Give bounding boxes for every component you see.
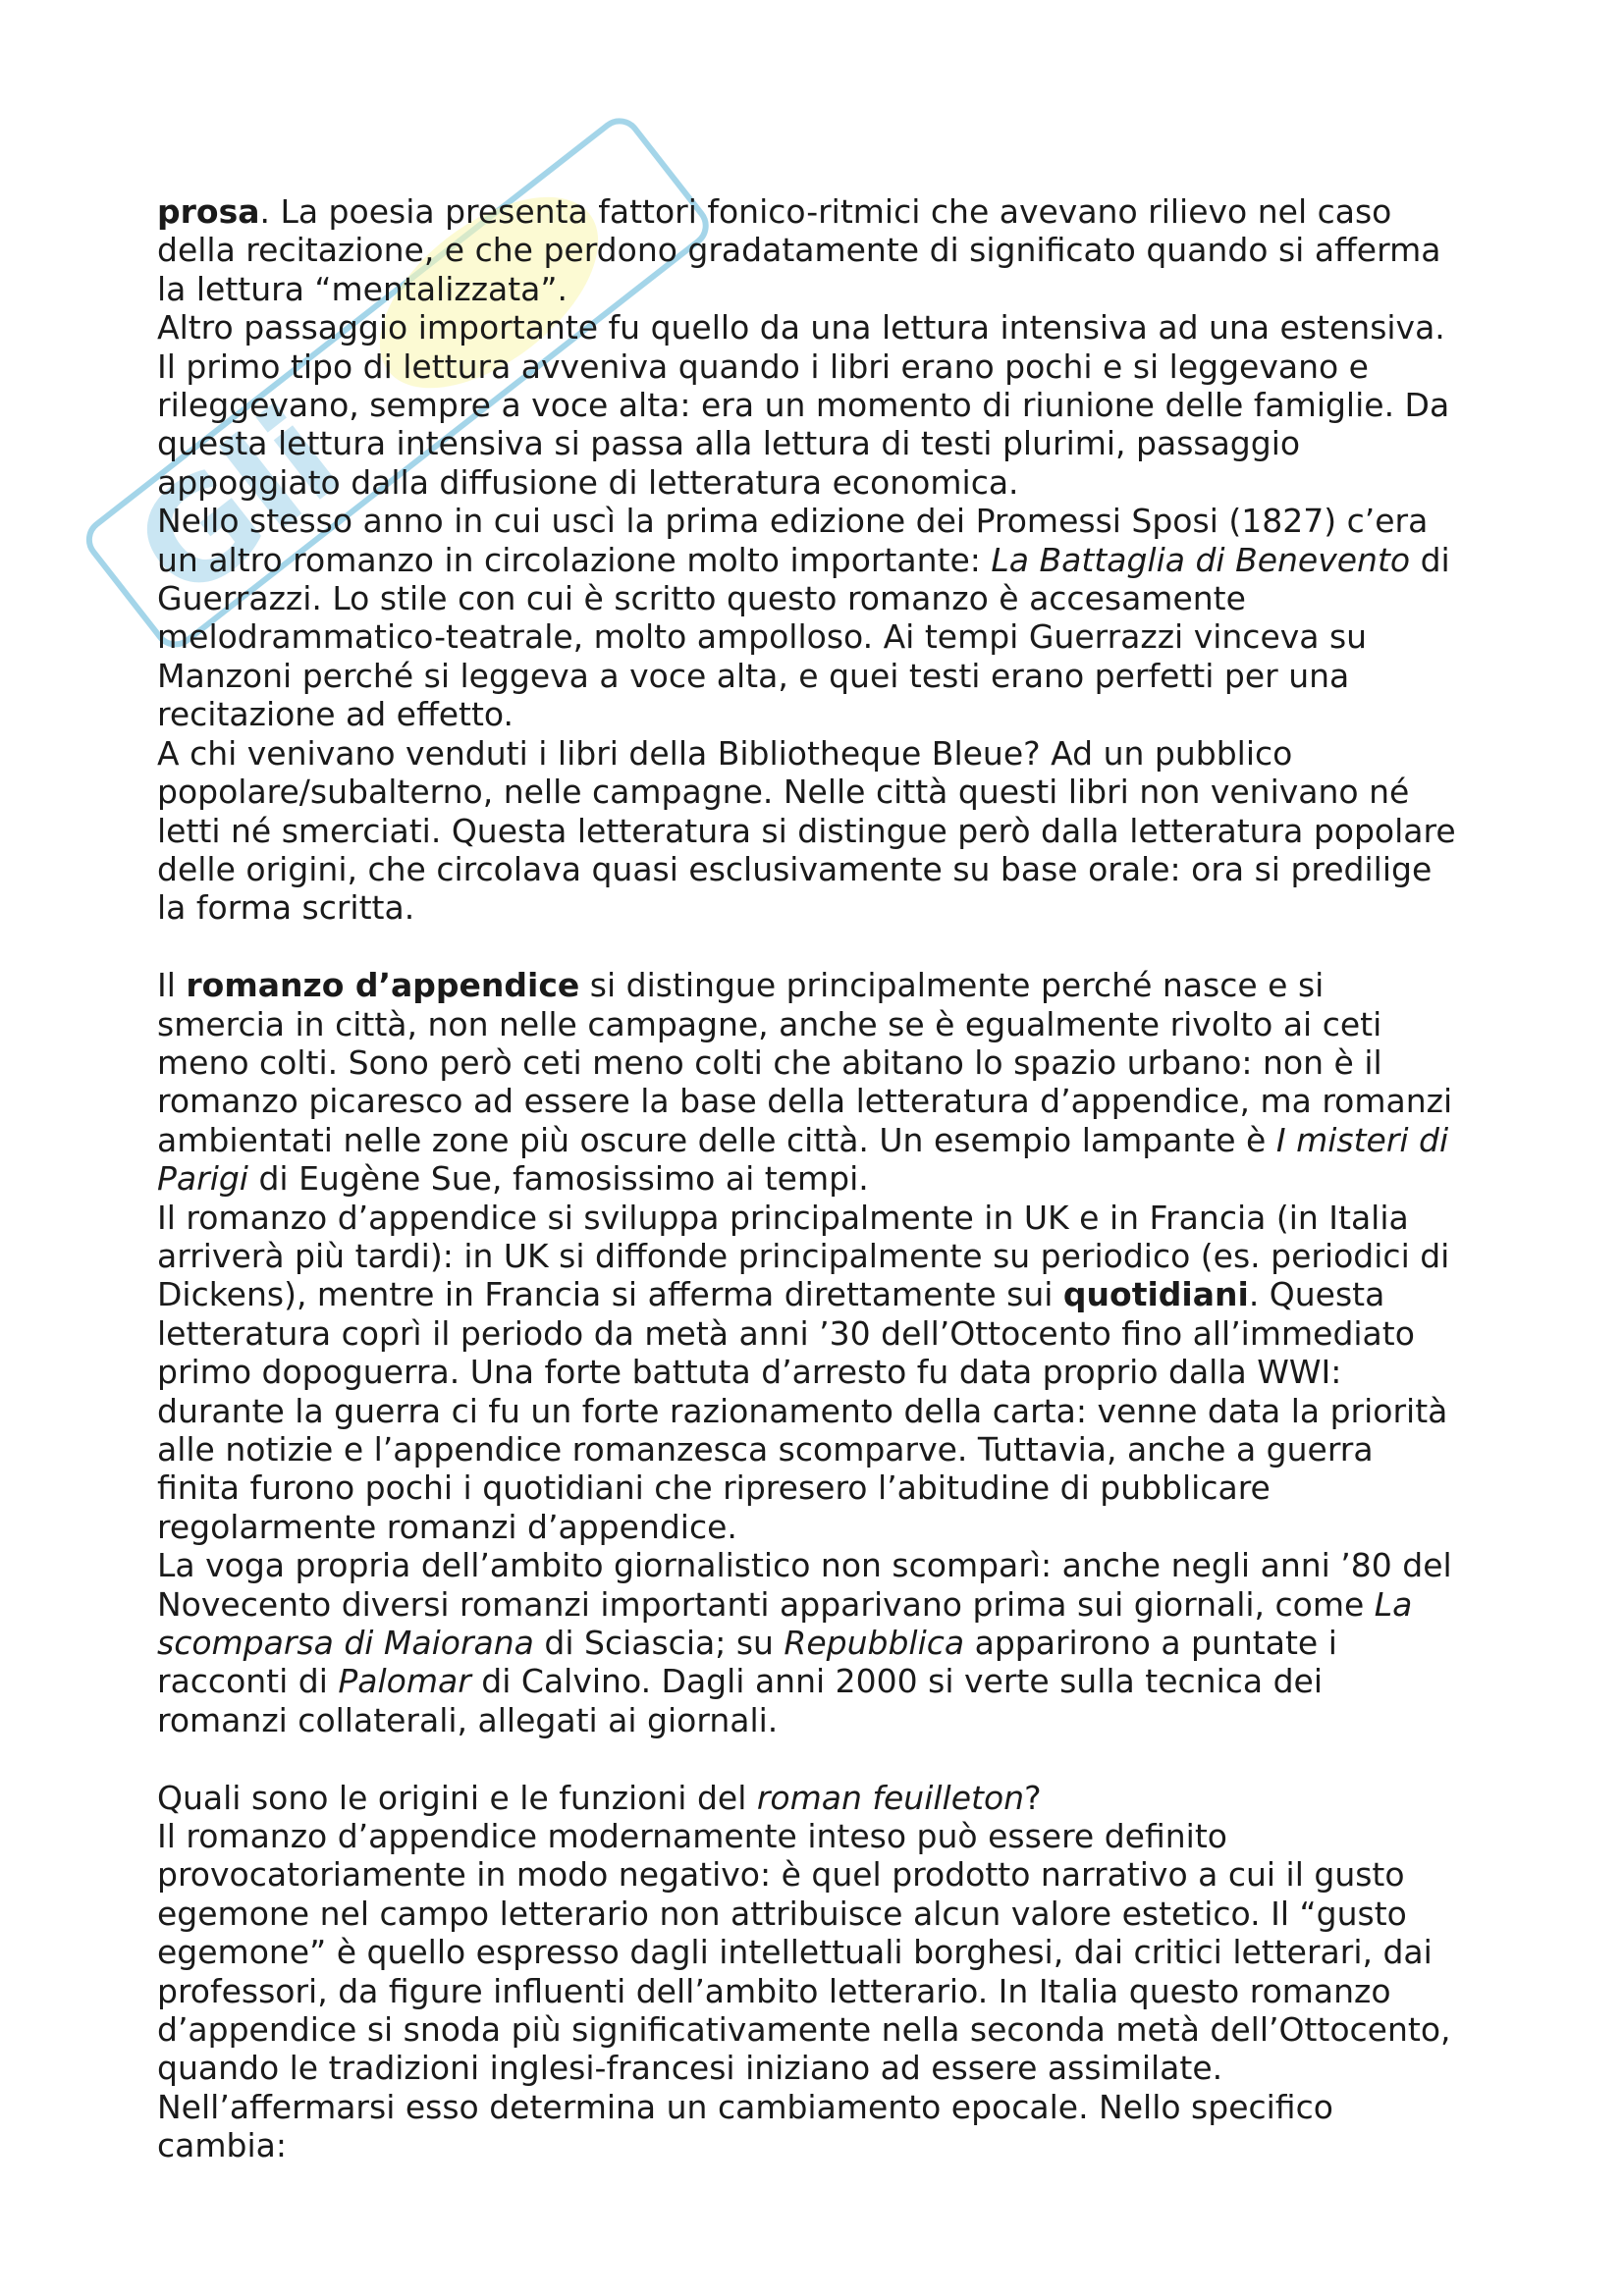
paragraph-line: arriverà più tardi): in UK si diffonde principalmente su periodico (es. periodici di xyxy=(157,1236,1450,1275)
paragraph-line: professori, da figure influenti dell’ambito letterario. In Italia questo romanzo xyxy=(157,1971,1391,2010)
paragraph-line: Nell’affermarsi esso determina un cambiamento epocale. Nello specifico xyxy=(157,2087,1333,2126)
paragraph xyxy=(157,192,1512,231)
paragraph-line: Nello stesso anno in cui uscì la prima edizione dei Promessi Sposi (1827) c’era xyxy=(157,502,1429,541)
paragraph-line: d’appendice si snoda più significativamente nella seconda metà dell’Ottocento, xyxy=(157,2010,1451,2050)
paragraph-line: durante la guerra ci fu un forte razionamento della carta: venne data la priorità xyxy=(157,1391,1448,1430)
paragraph-line: appoggiato dalla diffusione di letteratura economica. xyxy=(157,462,1019,502)
paragraph-line: Guerrazzi. Lo stile con cui è scritto questo romanzo è accesamente xyxy=(157,579,1246,618)
paragraph-line: regolarmente romanzi d’appendice. xyxy=(157,1507,737,1546)
paragraph-line: melodrammatico-teatrale, molto ampolloso. Ai tempi Guerrazzi vinceva su xyxy=(157,617,1368,657)
paragraph-line: finita furono pochi i quotidiani che ripresero l’abitudine di pubblicare xyxy=(157,1468,1271,1508)
paragraph-line: un altro romanzo in circolazione molto importante: La Battaglia di Benevento di xyxy=(157,540,1450,579)
paragraph-line: Il romanzo d’appendice modernamente inteso può essere definito xyxy=(157,1817,1227,1856)
paragraph-line: racconti di Palomar di Calvino. Dagli anni 2000 si verte sulla tecnica dei xyxy=(157,1662,1324,1701)
paragraph-line: meno colti. Sono però ceti meno colti che abitano lo spazio urbano: non è il xyxy=(157,1042,1382,1082)
paragraph-line: letteratura coprì il periodo da metà anni ’30 dell’Ottocento fino all’immediato xyxy=(157,1313,1415,1353)
italic-title: La Battaglia di Benevento xyxy=(991,540,1411,579)
paragraph-line: popolare/subalterno, nelle campagne. Nelle città questi libri non venivano né xyxy=(157,773,1410,812)
bold-term: prosa xyxy=(157,192,260,231)
italic-title: Parigi xyxy=(157,1159,248,1199)
paragraph-line: la forma scritta. xyxy=(157,888,415,928)
paragraph-line: romanzo picaresco ad essere la base della letteratura d’appendice, ma romanzi xyxy=(157,1082,1453,1121)
paragraph-line: Parigi di Eugène Sue, famosissimo ai tempi. xyxy=(157,1159,869,1199)
paragraph-line: provocatoriamente in modo negativo: è quel prodotto narrativo a cui il gusto xyxy=(157,1855,1405,1895)
paragraph-line: recitazione ad effetto. xyxy=(157,695,514,734)
italic-title: Palomar xyxy=(338,1662,471,1701)
bold-term: romanzo d’appendice xyxy=(186,966,580,1005)
paragraph-line: questa lettura intensiva si passa alla lettura di testi plurimi, passaggio xyxy=(157,424,1301,463)
paragraph-line: romanzi collaterali, allegati ai giornali. xyxy=(157,1700,779,1739)
paragraph-line: cambia: xyxy=(157,2126,287,2165)
italic-title: roman feuilleton xyxy=(756,1778,1025,1817)
paragraph-line: A chi venivano venduti i libri della Bibliotheque Bleue? Ad un pubblico xyxy=(157,733,1293,773)
paragraph-line: La voga propria dell’ambito giornalistico non scomparì: anche negli anni ’80 del xyxy=(157,1546,1452,1585)
paragraph-line: Il romanzo d’appendice si sviluppa principalmente in UK e in Francia (in Italia xyxy=(157,1198,1409,1237)
paragraph-line: Novecento diversi romanzi importanti apparivano prima sui giornali, come La xyxy=(157,1584,1413,1624)
paragraph-line: letti né smerciati. Questa letteratura si distingue però dalla letteratura popolare xyxy=(157,811,1456,850)
text-segment: . La poesia presenta fattori fonico-ritmici che avevano rilievo nel caso xyxy=(259,192,1392,231)
paragraph-line: Manzoni perché si leggeva a voce alta, e quei testi erano perfetti per una xyxy=(157,656,1350,695)
bold-term: quotidiani xyxy=(1062,1275,1249,1314)
paragraph-line: alle notizie e l’appendice romanzesca scomparve. Tuttavia, anche a guerra xyxy=(157,1429,1374,1468)
paragraph-line: rileggevano, sempre a voce alta: era un momento di riunione delle famiglie. Da xyxy=(157,386,1450,425)
paragraph-line: Il primo tipo di lettura avveniva quando i libri erano pochi e si leggevano e xyxy=(157,347,1369,386)
paragraph-line: Altro passaggio importante fu quello da una lettura intensiva ad una estensiva. xyxy=(157,308,1445,347)
paragraph-line: Dickens), mentre in Francia si afferma direttamente sui quotidiani. Questa xyxy=(157,1275,1385,1314)
paragraph-line: ambientati nelle zone più oscure delle città. Un esempio lampante è I misteri di xyxy=(157,1120,1449,1159)
paragraph-line: egemone” è quello espresso dagli intellettuali borghesi, dai critici letterari, dai xyxy=(157,1933,1433,1972)
paragraph-line: Il romanzo d’appendice si distingue principalmente perché nasce e si xyxy=(157,966,1325,1005)
italic-title: La xyxy=(1374,1584,1413,1624)
paragraph-line xyxy=(157,1779,1512,1817)
paragraph-line: smercia in città, non nelle campagne, anche se è egualmente rivolto ai ceti xyxy=(157,1004,1382,1043)
text-segment: ? xyxy=(1024,1778,1042,1817)
paragraph-line: egemone nel campo letterario non attribuisce alcun valore estetico. Il “gusto xyxy=(157,1894,1407,1933)
svg-text:Gli: Gli xyxy=(106,377,369,632)
paragraph-line: delle origini, che circolava quasi esclusivamente su base orale: ora si predilige xyxy=(157,849,1433,888)
paragraph-gap xyxy=(157,928,1512,966)
paragraph-line: quando le tradizioni inglesi-francesi iniziano ad essere assimilate. xyxy=(157,2049,1223,2088)
italic-title: scomparsa di Maiorana xyxy=(157,1624,534,1663)
text-segment: Quali sono le origini e le funzioni del xyxy=(157,1778,757,1817)
paragraph-line: della recitazione, e che perdono gradatamente di significato quando si afferma xyxy=(157,231,1441,270)
paragraph-line: primo dopoguerra. Una forte battuta d’arresto fu data proprio dalla WWI: xyxy=(157,1353,1342,1392)
paragraph-line: scomparsa di Maiorana di Sciascia; su Repubblica apparirono a puntate i xyxy=(157,1624,1337,1663)
italic-title: I misteri di xyxy=(1275,1120,1449,1159)
paragraph-gap xyxy=(157,1739,1512,1778)
italic-title: Repubblica xyxy=(784,1624,965,1663)
paragraph-line: la lettura “mentalizzata”. xyxy=(157,269,568,308)
document-body xyxy=(157,192,1512,2165)
